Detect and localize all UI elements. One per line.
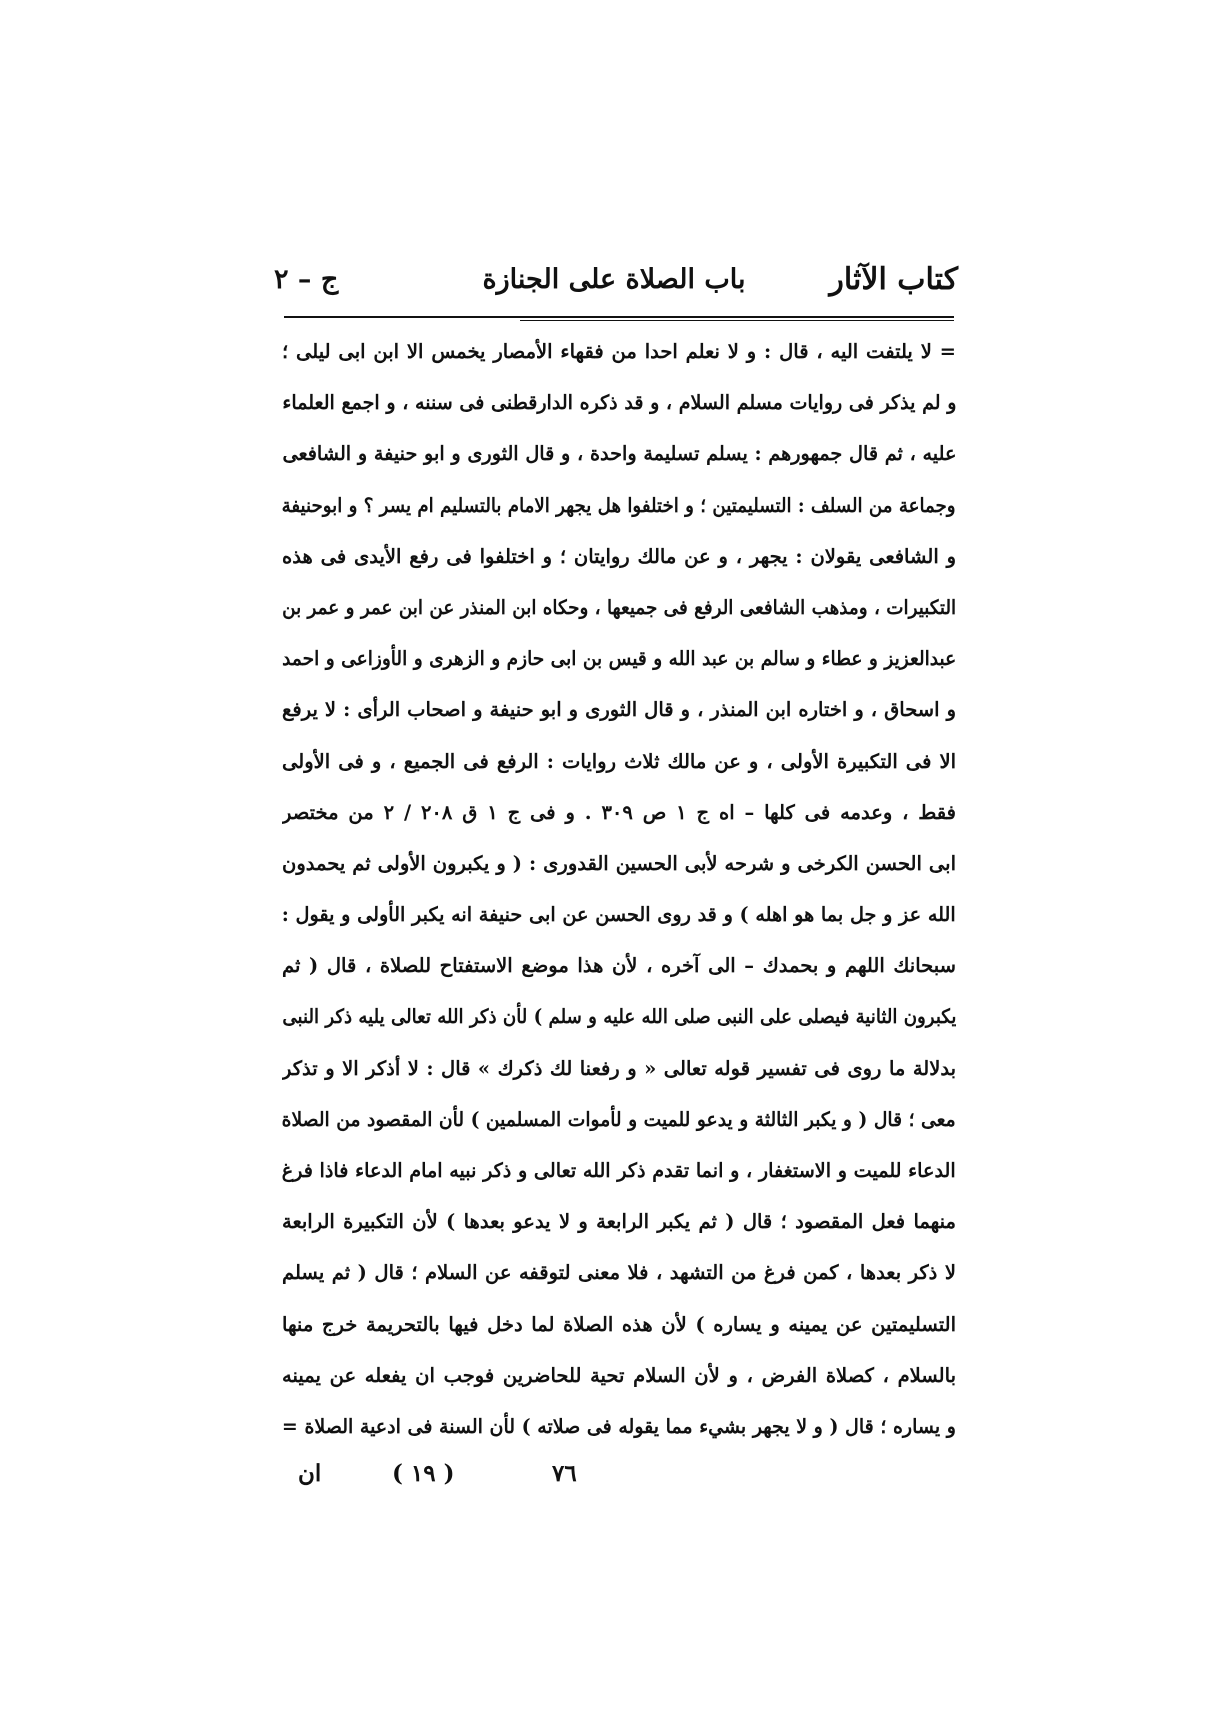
text-line: التسليمتين عن يمينه و يساره ) لأن هذه الصلاة لما دخل فيها بالتحريمة خرج منها: [282, 1312, 956, 1336]
book-title: كتاب الآثار: [829, 262, 958, 297]
text-line: الله عز و جل بما هو اهله ) و قد روى الحسن عن ابى حنيفة انه يكبر الأولى و يقول :: [282, 903, 956, 927]
text-line: يكبرون الثانية فيصلى على النبى صلى الله عليه و سلم ) لأن ذكر الله تعالى يليه ذكر النبى: [282, 1005, 956, 1029]
text-line: لا ذكر بعدها ، كمن فرغ من التشهد ، فلا معنى لتوقفه عن السلام ؛ قال ( ثم يسلم: [282, 1261, 956, 1285]
text-line: وجماعة من السلف : التسليمتين ؛ و اختلفوا هل يجهر الامام بالتسليم ام يسر ؟ و ابوحنيفة: [282, 493, 956, 517]
page-footer: [282, 1460, 956, 1500]
text-line: = لا يلتفت اليه ، قال : و لا نعلم احدا من فقهاء الأمصار يخمس الا ابن ابى ليلى ؛: [282, 340, 956, 363]
text-line: ابى الحسن الكرخى و شرحه لأبى الحسين القدورى : ( و يكبرون الأولى ثم يحمدون: [282, 851, 956, 875]
text-line: و الشافعى يقولان : يجهر ، و عن مالك روايتان ؛ و اختلفوا فى رفع الأيدى فى هذه: [282, 544, 956, 568]
text-line: الا فى التكبيرة الأولى ، و عن مالك ثلاث روايات : الرفع فى الجميع ، و فى الأولى: [282, 749, 956, 773]
chapter-title: باب الصلاة على الجنازة: [482, 264, 746, 295]
text-line: سبحانك اللهم و بحمدك – الى آخره ، لأن هذا موضع الاستفتاح للصلاة ، قال ( ثم: [282, 954, 956, 978]
text-line: التكبيرات ، ومذهب الشافعى الرفع فى جميعها ، وحكاه ابن المنذر عن ابن عمر و عمر بن: [282, 595, 956, 619]
text-line: عبدالعزيز و عطاء و سالم بن عبد الله و قيس بن ابى حازم و الزهرى و الأوزاعى و احمد: [282, 647, 956, 671]
page-number: ٧٦: [552, 1460, 577, 1487]
text-line: و اسحاق ، و اختاره ابن المنذر ، و قال الثورى و ابو حنيفة و اصحاب الرأى : لا يرفع: [282, 698, 956, 722]
sheet-number: ( ١٩ ): [392, 1460, 455, 1487]
signature-mark: ان: [298, 1460, 322, 1487]
text-line: بالسلام ، كصلاة الفرض ، و لأن السلام تحية للحاضرين فوجب ان يفعله عن يمينه: [282, 1363, 956, 1387]
text-line: بدلالة ما روى فى تفسير قوله تعالى « و رفعنا لك ذكرك » قال : لا أذكر الا و تذكر: [282, 1056, 956, 1080]
text-line: و لم يذكر فى روايات مسلم السلام ، و قد ذكره الدارقطنى فى سننه ، و اجمع العلماء: [282, 391, 956, 415]
text-line: الدعاء للميت و الاستغفار ، و انما تقدم ذكر الله تعالى و ذكر نبيه امام الدعاء فاذا فرغ: [282, 1159, 956, 1182]
text-line: و يساره ؛ قال ( و لا يجهر بشيء مما يقوله فى صلاته ) لأن السنة فى ادعية الصلاة =: [282, 1414, 956, 1438]
header-rule: [284, 316, 954, 318]
volume-number: ج – ٢: [274, 264, 339, 295]
body-text: [282, 326, 956, 1452]
header-rule-secondary: [520, 320, 954, 321]
text-line: فقط ، وعدمه فى كلها – اه ج ١ ص ٣٠٩ . و فى ج ١ ق ٢٠٨ / ٢ من مختصر: [282, 800, 956, 824]
text-line: منهما فعل المقصود ؛ قال ( ثم يكبر الرابعة و لا يدعو بعدها ) لأن التكبيرة الرابعة: [282, 1210, 956, 1234]
text-line: عليه ، ثم قال جمهورهم : يسلم تسليمة واحدة ، و قال الثورى و ابو حنيفة و الشافعى: [282, 442, 956, 466]
text-line: معى ؛ قال ( و يكبر الثالثة و يدعو للميت و لأموات المسلمين ) لأن المقصود من الصلاة: [282, 1107, 956, 1131]
running-header: [270, 262, 958, 308]
